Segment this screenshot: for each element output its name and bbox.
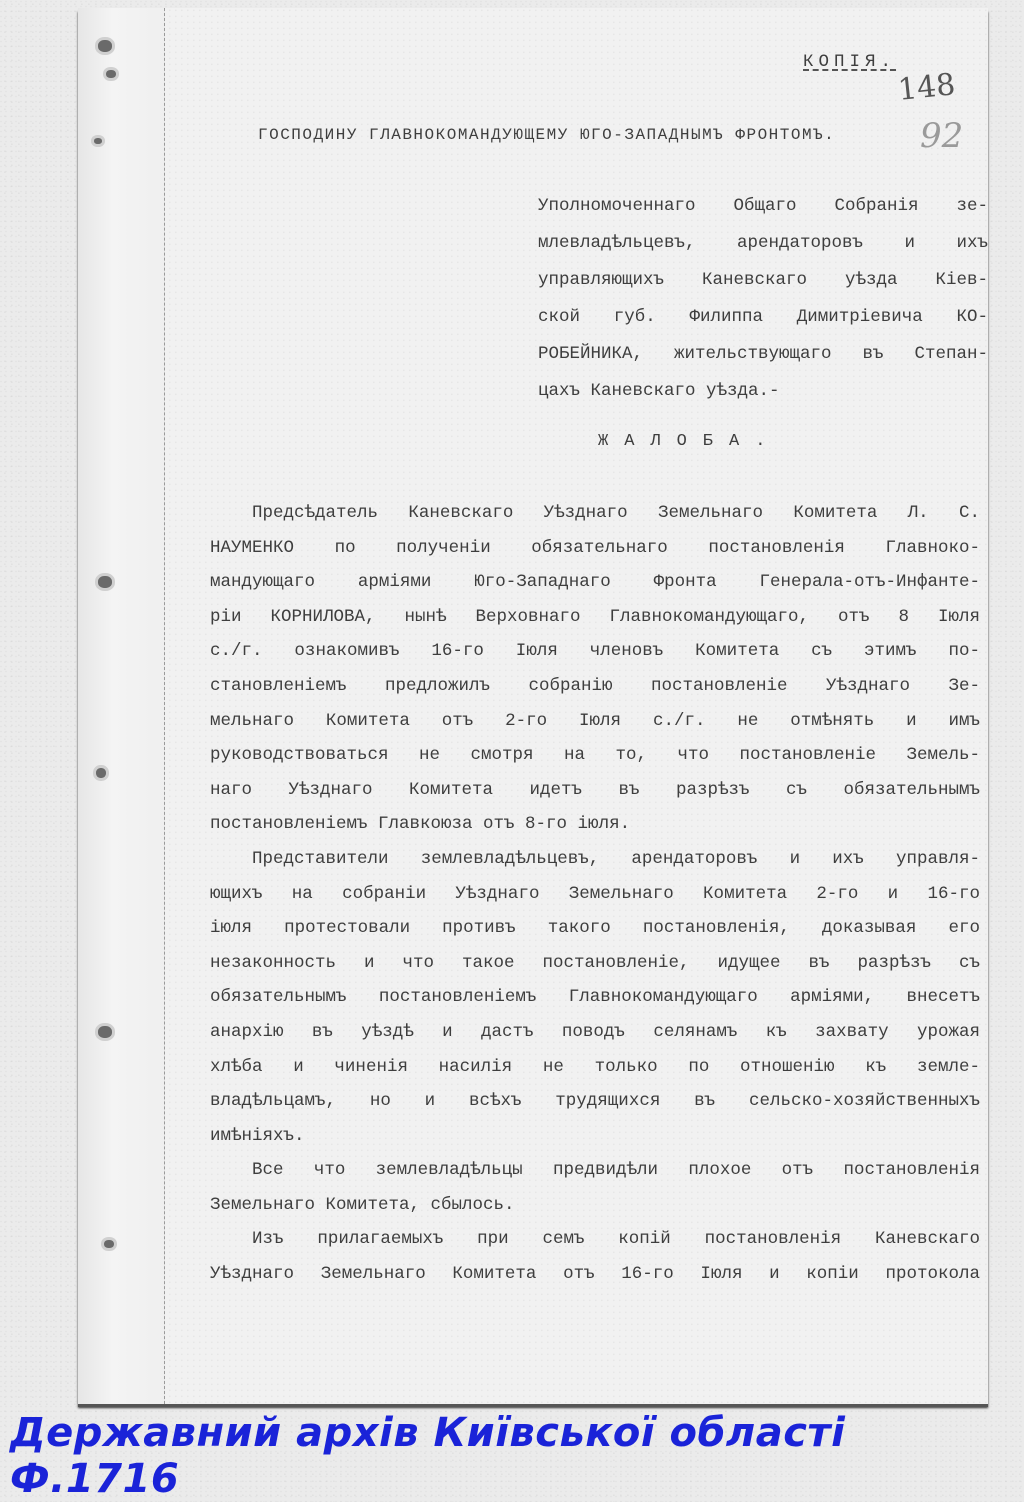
document-title: ЖАЛОБА. — [598, 432, 782, 451]
body-line: незаконность и что такое постановленіе, идущее въ разрѣзъ съ — [210, 952, 980, 973]
sender-line: ской губ. Филиппа Димитріевича КО- — [538, 307, 988, 327]
body-line: становленіемъ предложилъ собранію постановленіе Уѣзднаго Зе- — [210, 675, 980, 696]
body-line: постановленіемъ Главкоюза отъ 8-го іюля. — [210, 814, 631, 835]
sender-line: млевладѣльцевъ, арендаторовъ и ихъ — [538, 233, 988, 253]
body-line: Предсѣдатель Каневскаго Уѣзднаго Земельнаго Комитета Л. С. — [252, 503, 980, 523]
body-line: хлѣба и чиненія насилія не только по отношенію къ земле- — [210, 1056, 980, 1077]
tear-mark-icon — [94, 138, 102, 144]
body-line: іюля протестовали противъ такого постановленія, доказывая его — [210, 918, 980, 939]
body-line: ріи КОРНИЛОВА, нынѣ Верховнаго Главнокомандующаго, отъ 8 Іюля — [210, 606, 980, 627]
body-line: Изъ прилагаемыхъ при семъ копій постановленія Каневскаго — [252, 1229, 980, 1250]
body-line: Земельнаго Комитета, сбылось. — [210, 1194, 515, 1215]
body-line: с./г. ознакомивъ 16-го Іюля членовъ Комитета съ этимъ по- — [210, 641, 980, 662]
sender-line: цахъ Каневскаго уѣзда.- — [538, 381, 780, 401]
sender-line: Уполномоченнаго Общаго Собранія зе- — [538, 196, 988, 216]
punch-hole-icon — [96, 768, 106, 778]
document-body — [210, 496, 980, 1292]
body-line: наго Уѣзднаго Комитета идетъ въ разрѣзъ съ обязательнымъ — [210, 779, 980, 800]
body-line: НАУМЕНКО по полученіи обязательнаго постановленія Главноко- — [210, 537, 980, 558]
original-page-number: 92 — [920, 116, 964, 156]
punch-hole-icon — [104, 1240, 114, 1248]
body-line: мельнаго Комитета отъ 2-го Іюля с./г. не отмѣнять и имъ — [210, 710, 980, 731]
copy-stamp: КОПІЯ. — [803, 52, 897, 72]
addressee-heading: ГОСПОДИНУ ГЛАВНОКОМАНДУЮЩЕМУ ЮГО-ЗАПАДНЫМЪ ФРОНТОМЪ. — [258, 126, 836, 144]
body-line: владѣльцамъ, но и всѣхъ трудящихся въ сельско-хозяйственныхъ — [210, 1091, 980, 1112]
archive-caption: Державний архів Київської області Ф.1716 — [10, 1410, 846, 1502]
sender-line: РОБЕЙНИКА, жительствующаго въ Степан- — [538, 344, 988, 364]
binding-strip — [78, 8, 165, 1404]
body-line: имѣніяхъ. — [210, 1125, 305, 1146]
archive-page-number: 148 — [896, 67, 957, 108]
sender-block — [538, 188, 988, 410]
body-line: ющихъ на собраніи Уѣзднаго Земельнаго Комитета 2-го и 16-го — [210, 883, 980, 904]
body-line: анархію въ уѣздѣ и дастъ поводъ селянамъ къ захвату урожая — [210, 1021, 980, 1042]
document-page — [78, 8, 988, 1404]
body-line: Представители землевладѣльцевъ, арендаторовъ и ихъ управля- — [252, 848, 980, 869]
body-line: мандующаго арміями Юго-Западнаго Фронта Генерала-отъ-Инфанте- — [210, 572, 980, 593]
body-line: Уѣзднаго Земельнаго Комитета отъ 16-го Іюля и копіи протокола — [210, 1264, 980, 1285]
punch-hole-icon — [98, 40, 112, 52]
punch-hole-icon — [98, 576, 112, 588]
punch-hole-icon — [98, 1026, 112, 1038]
body-line: обязательнымъ постановленіемъ Главнокомандующаго арміями, внесетъ — [210, 987, 980, 1008]
sender-line: управляющихъ Каневскаго уѣзда Кіев- — [538, 270, 988, 290]
punch-hole-icon — [106, 70, 116, 78]
body-line: Все что землевладѣльцы предвидѣли плохое отъ постановленія — [252, 1160, 980, 1181]
body-line: руководствоваться не смотря на то, что постановленіе Земель- — [210, 745, 980, 766]
